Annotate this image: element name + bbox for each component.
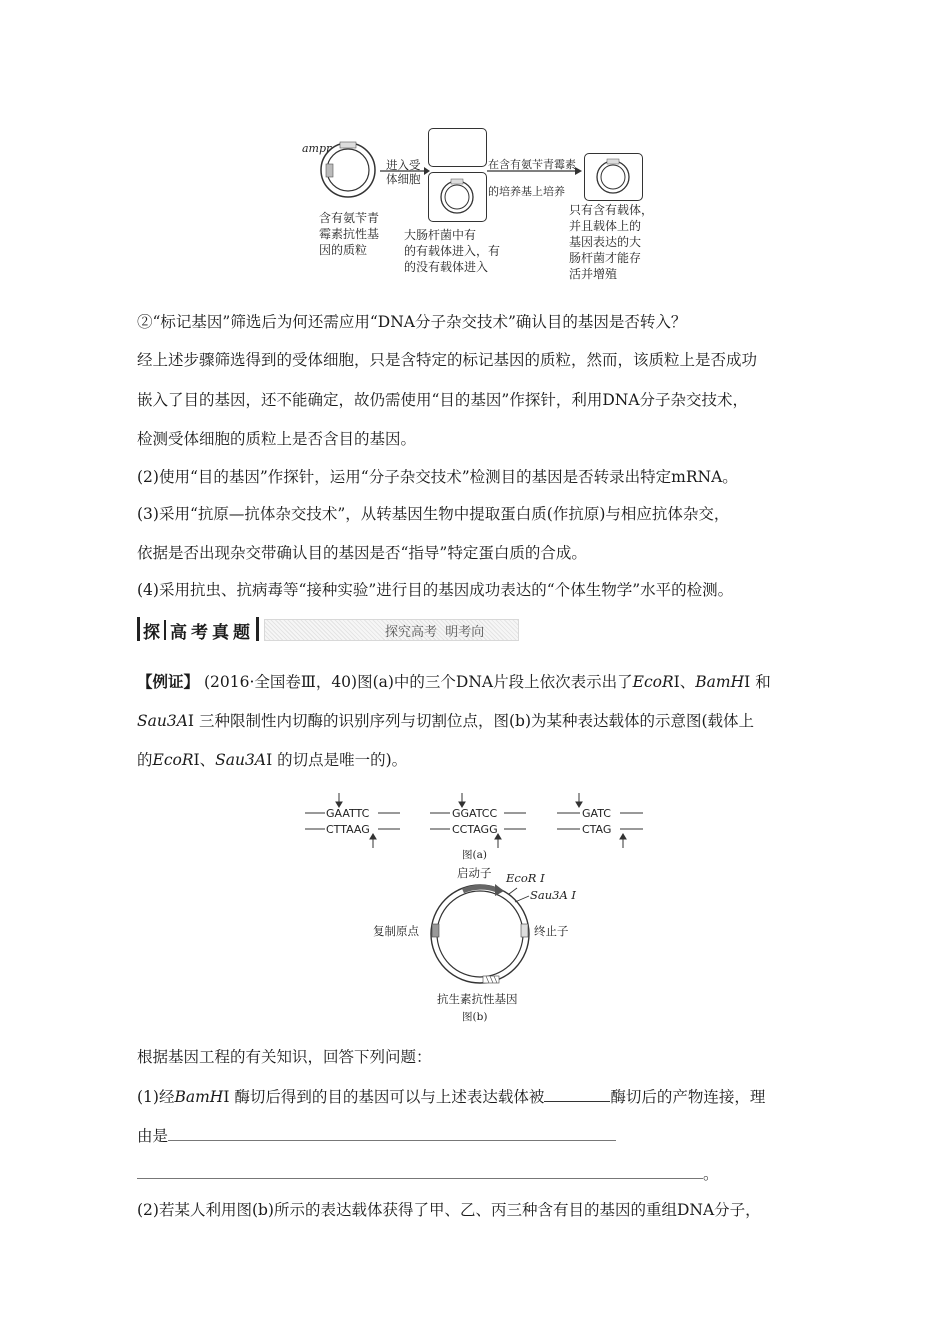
bamhi-name: BamH — [174, 1088, 224, 1106]
expression-vector-diagram — [425, 868, 545, 998]
ecori-name: EcoR — [152, 751, 194, 769]
banner-char-3: 考 — [191, 623, 209, 643]
seq1-bottom: CTTAAG — [326, 823, 370, 836]
cell-with-vector-box — [428, 172, 487, 222]
answer-2-line-3: 检测受体细胞的质粒上是否含目的基因。 — [137, 430, 417, 448]
surviving-cell-box — [584, 153, 643, 201]
example-tag: 【例证】 — [137, 672, 200, 691]
question-2: ②“标记基因”筛选后为何还需应用“DNA分子杂交技术”确认目的基因是否转入？ — [137, 313, 687, 331]
bacteria-caption: 大肠杆菌中有 的有载体进入，有 的没有载体进入 — [404, 228, 501, 274]
roman-numeral: Ⅰ — [187, 712, 195, 730]
separator: 、 — [199, 751, 216, 769]
example-text: 的切点是唯一的)。 — [277, 751, 408, 769]
plasmid-icon — [318, 138, 378, 204]
question-text: 。 — [703, 1165, 719, 1183]
question-1-line-1 — [137, 1085, 765, 1107]
roman-numeral: Ⅰ — [193, 751, 200, 769]
question-1-line-2 — [137, 1124, 616, 1146]
seq1-top: GAATTC — [326, 807, 370, 820]
amp-label: ampr — [302, 142, 332, 155]
seq2-bottom: CCTAGG — [452, 823, 498, 836]
question-1-line-3 — [137, 1162, 719, 1184]
banner-char-1: 探 — [143, 623, 161, 643]
example-line-3 — [137, 750, 407, 770]
origin-label: 复制原点 — [373, 924, 419, 938]
banner-char-2: 高 — [170, 623, 188, 643]
answer-blank-1[interactable] — [544, 1085, 610, 1102]
answer-blank-2[interactable] — [168, 1124, 616, 1141]
questions-intro: 根据基因工程的有关知识，回答下列问题： — [137, 1048, 432, 1066]
section-banner — [137, 614, 517, 644]
and-word: 和 — [755, 673, 771, 691]
seq3-bottom: CTAG — [582, 823, 612, 836]
banner-char-4: 真 — [212, 623, 230, 643]
bamhi-name: BamH — [695, 673, 745, 691]
promoter-label: 启动子 — [457, 866, 492, 880]
seq2-top: GGATCC — [452, 807, 498, 820]
example-text: 三种限制性内切酶的识别序列与切割位点，图(b)为某种表达载体的示意图(载体上 — [198, 712, 755, 730]
paragraph-4: (4)采用抗虫、抗病毒等“接种实验”进行目的基因成功表达的“个体生物学”水平的检测。 — [137, 581, 734, 599]
roman-numeral: Ⅰ — [744, 673, 751, 691]
roman-numeral: Ⅰ — [673, 673, 680, 691]
answer-blank-3[interactable] — [137, 1162, 703, 1179]
ecori-name: EcoR — [632, 673, 674, 691]
question-2-line-1: (2)若某人利用图(b)所示的表达载体获得了甲、乙、丙三种含有目的基因的重组DNA分子， — [137, 1201, 761, 1219]
ecori-site-label: EcoR Ⅰ — [506, 871, 545, 885]
arrow1-label: 进入受 体细胞 — [386, 158, 421, 186]
example-line-1 — [137, 672, 771, 692]
banner-char-5: 题 — [233, 623, 251, 643]
banner-subtitle-box — [264, 619, 519, 641]
question-text: 由是 — [137, 1127, 169, 1145]
roman-numeral: Ⅰ — [266, 751, 273, 769]
example-line-2 — [137, 711, 754, 731]
sau3ai-name: Sau3A — [215, 751, 267, 769]
question-text: 酶切后的产物连接，理 — [610, 1088, 766, 1106]
separator: 、 — [679, 673, 696, 691]
paragraph-2: (2)使用“目的基因”作探针，运用“分子杂交技术”检测目的基因是否转录出特定mRNA。 — [137, 468, 738, 486]
arrow2-label: 在含有氨苄青霉素 的培养基上培养 — [488, 158, 576, 198]
answer-2-line-1: 经上述步骤筛选得到的受体细胞，只是含特定的标记基因的质粒，然而，该质粒上是否成功 — [137, 351, 758, 369]
terminator-label: 终止子 — [534, 924, 569, 938]
sau3ai-site-label: Sau3A Ⅰ — [530, 888, 576, 902]
roman-numeral: Ⅰ — [223, 1088, 230, 1106]
answer-2-line-2: 嵌入了目的基因，还不能确定，故仍需使用“目的基因”作探针，利用DNA分子杂交技术， — [137, 391, 749, 409]
banner-subtitle: 探究高考 明考向 — [385, 625, 485, 640]
plasmid-caption: 含有氨苄青 霉素抗性基 因的质粒 — [319, 211, 380, 257]
sau3ai-name: Sau3A — [137, 712, 188, 730]
empty-cell-box — [428, 128, 487, 167]
seq3-top: GATC — [582, 807, 611, 820]
example-text: 的 — [137, 751, 153, 769]
paragraph-3-line-2: 依据是否出现杂交带确认目的基因是否“指导”特定蛋白质的合成。 — [137, 544, 587, 562]
question-text: (1)经 — [137, 1088, 175, 1106]
resistance-gene-label: 抗生素抗性基因 — [437, 992, 518, 1006]
figure-a-caption: 图(a) — [462, 849, 487, 861]
paragraph-3-line-1: (3)采用“抗原—抗体杂交技术”，从转基因生物中提取蛋白质(作抗原)与相应抗体杂交， — [137, 505, 730, 523]
figure-b-caption: 图(b) — [462, 1011, 488, 1023]
question-text: 酶切后得到的目的基因可以与上述表达载体被 — [234, 1088, 545, 1106]
example-text: (2016·全国卷Ⅲ，40)图(a)中的三个DNA片段上依次表示出了 — [203, 673, 633, 691]
result-caption: 只有含有载体， 并且载体上的 基因表达的大 肠杆菌才能存 活并增殖 — [569, 203, 654, 281]
